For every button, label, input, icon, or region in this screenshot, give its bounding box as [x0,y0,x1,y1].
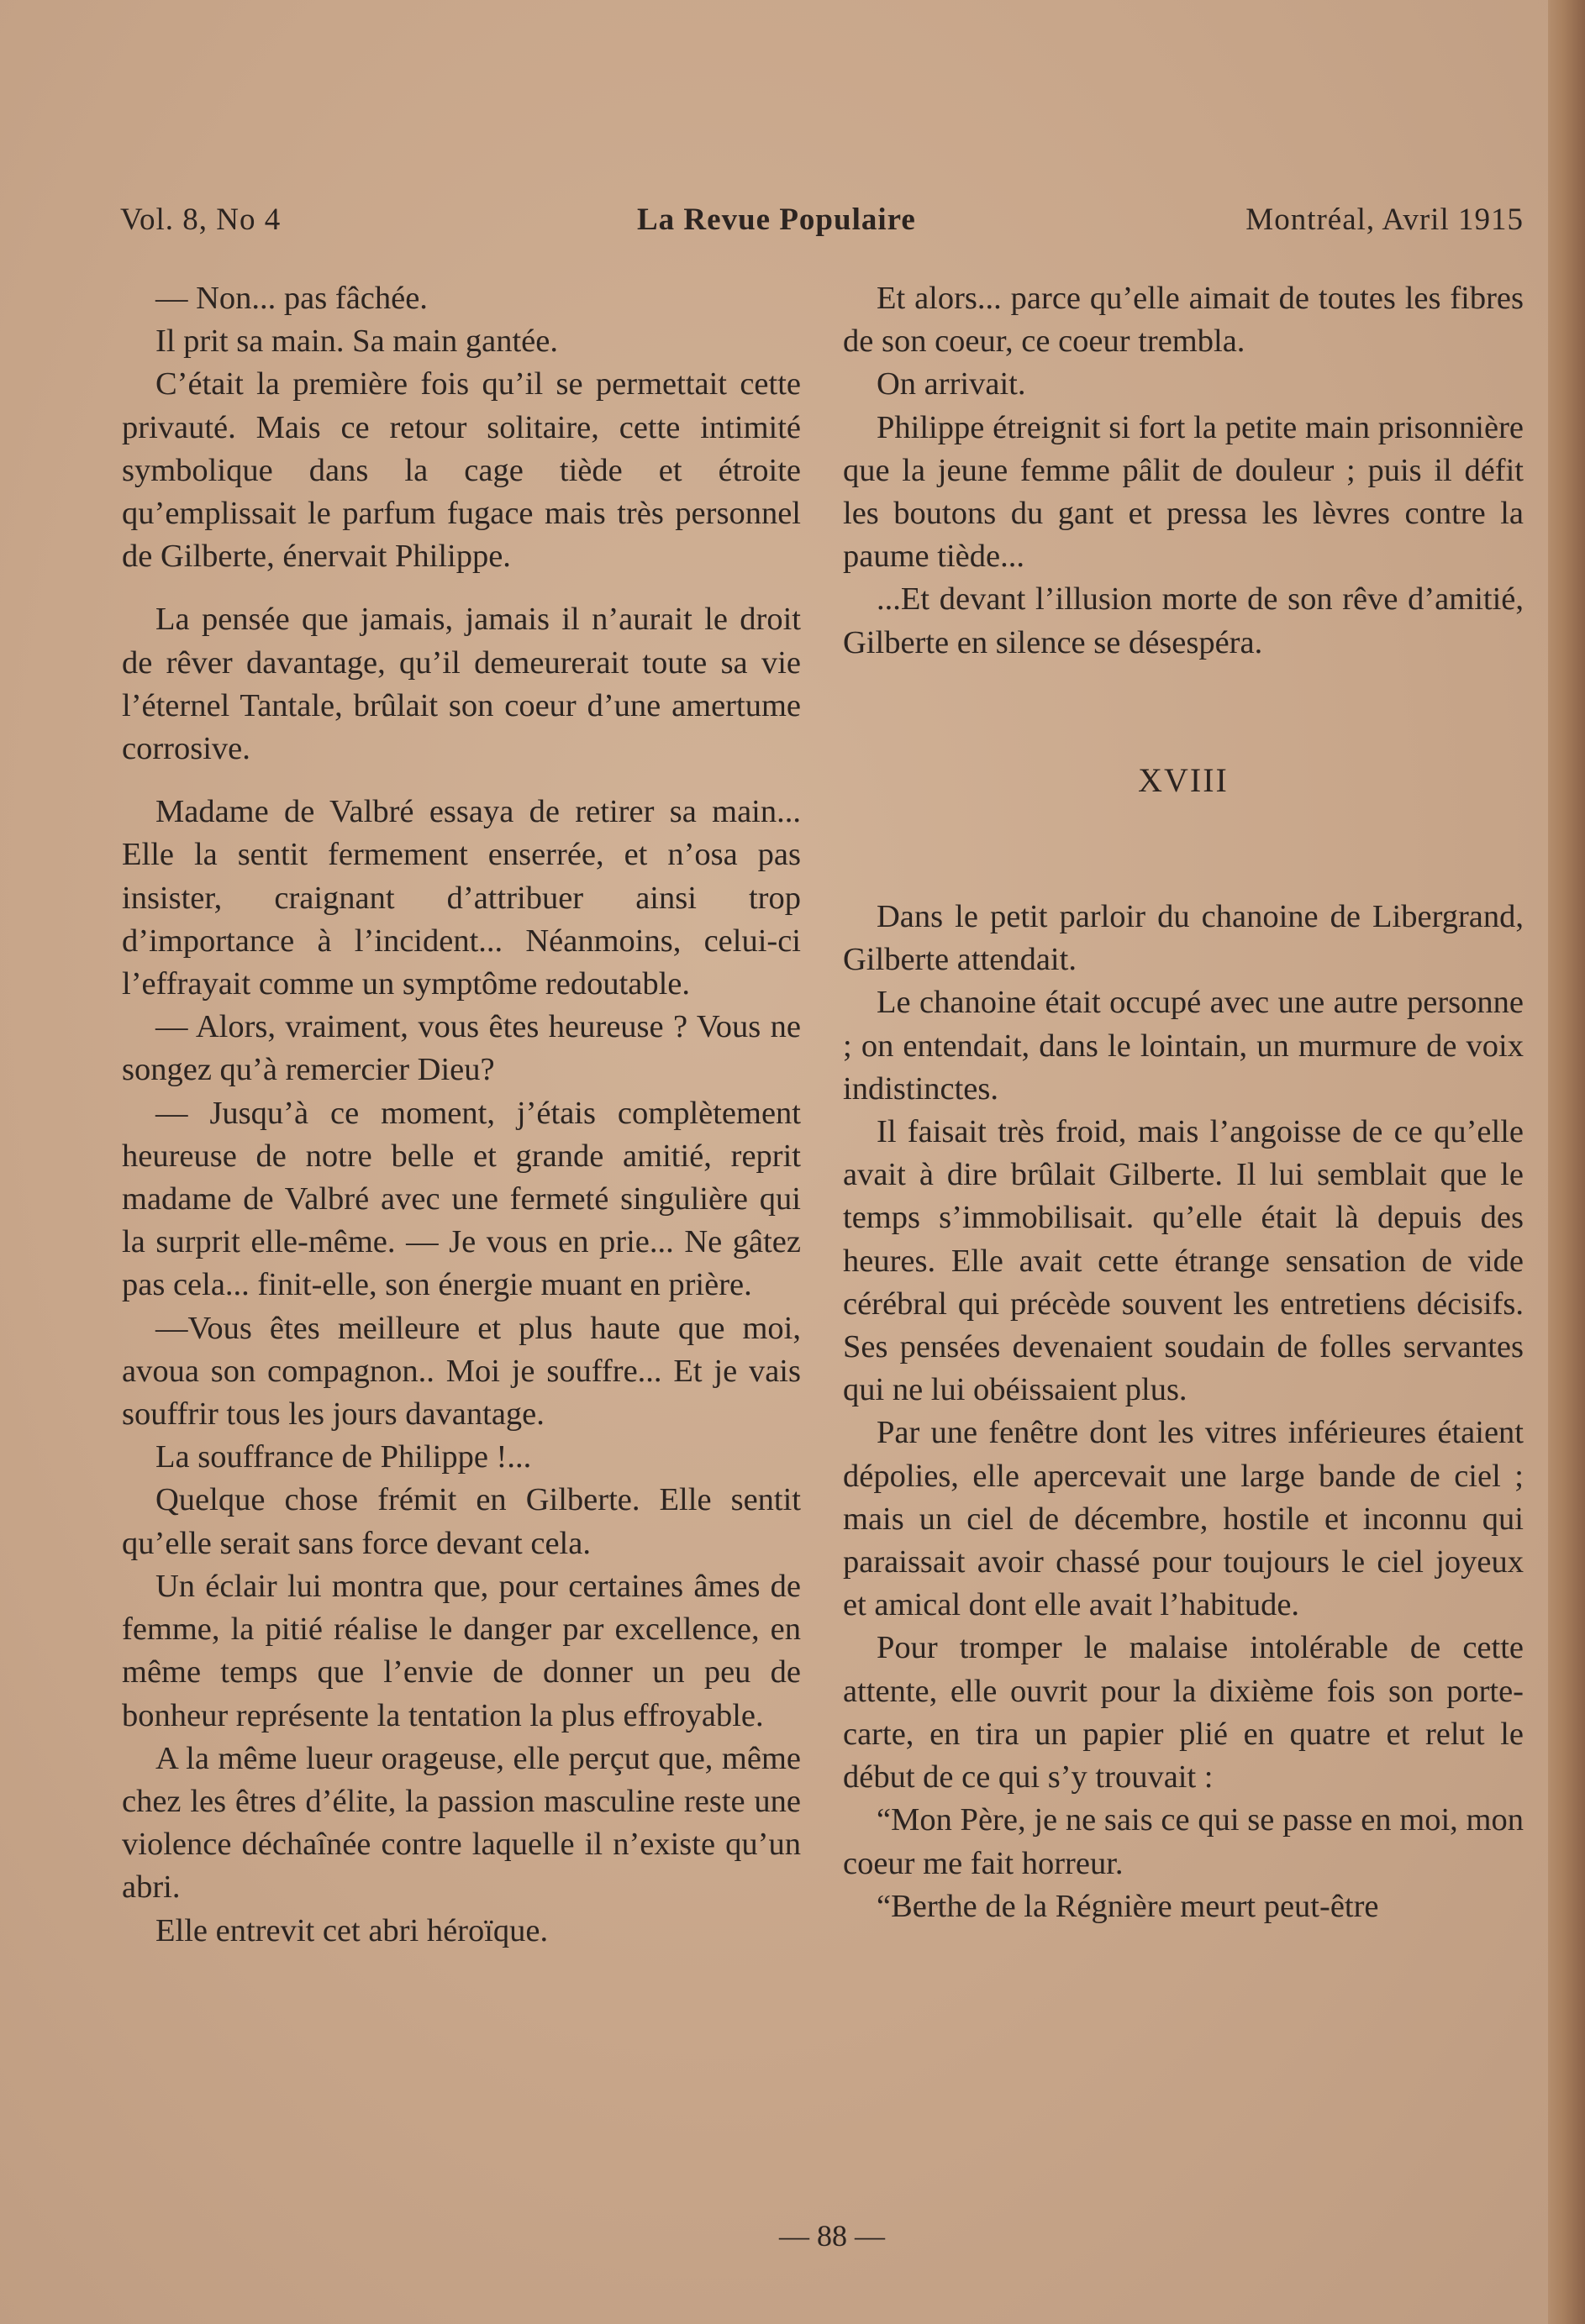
paragraph: Le chanoine était occupé avec une autre personne ; on entendait, dans le lointain, un murmure de voix indistinctes. [843,985,1524,1107]
volume-number: Vol. 8, No 4 [120,202,282,237]
paragraph: —Vous êtes meilleure et plus haute que moi, avoua son compagnon.. Moi je souffre... Et je vais souffrir tous les jours davantage. [122,1310,801,1433]
paragraph: Quelque chose frémit en Gilberte. Elle sentit qu’elle serait sans force devant cela. [122,1482,801,1561]
paragraph: — Non... pas fâchée. [155,281,428,316]
paragraph: Philippe étreignit si fort la petite main prisonnière que la jeune femme pâlit de douleur ; puis il défit les boutons du gant et pressa les lèvres contre la paume tiède... [843,409,1524,575]
place-and-date: Montréal, Avril 1915 [1245,202,1524,237]
paragraph: On arrivait. [877,366,1026,402]
publication-title: La Revue Populaire [637,202,916,237]
paragraph: Un éclair lui montra que, pour certaines âmes de femme, la pitié réalise le danger par excellence, en même temps que l’envie de donner un peu de bonheur représente la tentation la plus effroyable. [122,1568,801,1733]
right-column [843,277,1524,1928]
paragraph: “Mon Père, je ne sais ce qui se passe en moi, mon coeur me fait horreur. [843,1802,1524,1881]
paragraph: Dans le petit parloir du chanoine de Libergrand, Gilberte attendait. [843,899,1524,978]
paragraph: A la même lueur orageuse, elle perçut que, même chez les êtres d’élite, la passion masculine reste une violence déchaînée contre laquelle il n’existe qu’un abri. [122,1740,801,1906]
paragraph: — Jusqu’à ce moment, j’étais complètement heureuse de notre belle et grande amitié, reprit madame de Valbré avec une fermeté singulière qui la surprit elle-même. — Je vous en prie... Ne gâtez pas cela... finit-elle, son énergie muant en prière. [122,1095,801,1303]
paragraph: — Alors, vraiment, vous êtes heureuse ? Vous ne songez qu’à remercier Dieu? [122,1009,801,1088]
paragraph: La souffrance de Philippe !... [155,1439,532,1475]
paragraph: Par une fenêtre dont les vitres inférieures étaient dépolies, elle apercevait une large bande de ciel ; mais un ciel de décembre, hostile et inconnu qui paraissait avoir chassé pour toujours le ciel joyeux et amical dont elle avait l’habitude. [843,1415,1524,1623]
paragraph: Pour tromper le malaise intolérable de cette attente, elle ouvrit pour la dixième fois son porte-carte, en tira un papier plié en quatre et relut le début de ce qui s’y trouvait : [843,1630,1524,1796]
paragraph: Il prit sa main. Sa main gantée. [155,323,558,360]
page-number: — 88 — [779,2219,885,2253]
paragraph: La pensée que jamais, jamais il n’aurait le droit de rêver davantage, qu’il demeurerait toute sa vie l’éternel Tantale, brûlait son coeur d’une amertume corrosive. [122,602,801,767]
paragraph: Il faisait très froid, mais l’angoisse de ce qu’elle avait à dire brûlait Gilberte. Il lui semblait que le temps s’immobilisait. qu’elle était là depuis des heures. Elle avait cette étrange sensation de vide cérébral qui précède souvent les entretiens décisifs. Ses pensées devenaient soudain de folles servantes qui ne lui obéissaient plus. [843,1114,1524,1408]
paragraph: Madame de Valbré essaya de retirer sa main... Elle la sentit fermement enserrée, et n’osa pas insister, craignant d’attribuer ainsi trop d’importance à l’incident... Néanmoins, celui-ci l’effrayait comme un symptôme redoutable. [122,794,801,1002]
page-edge [1548,0,1585,2324]
paragraph: ...Et devant l’illusion morte de son rêve d’amitié, Gilberte en silence se désespéra. [843,581,1524,660]
paragraph: “Berthe de la Régnière meurt peut-être [877,1888,1379,1924]
paragraph: Et alors... parce qu’elle aimait de toutes les fibres de son coeur, ce coeur trembla. [843,281,1524,360]
running-header [120,202,1524,244]
left-column [122,277,801,1953]
paragraph: C’était la première fois qu’il se permettait cette privauté. Mais ce retour solitaire, cette intimité symbolique dans la cage tiède et étroite qu’emplissait le parfum fugace mais très personnel de Gilberte, énervait Philippe. [122,366,801,575]
chapter-heading: XVIII [1138,760,1229,799]
paragraph: Elle entrevit cet abri héroïque. [155,1912,549,1948]
